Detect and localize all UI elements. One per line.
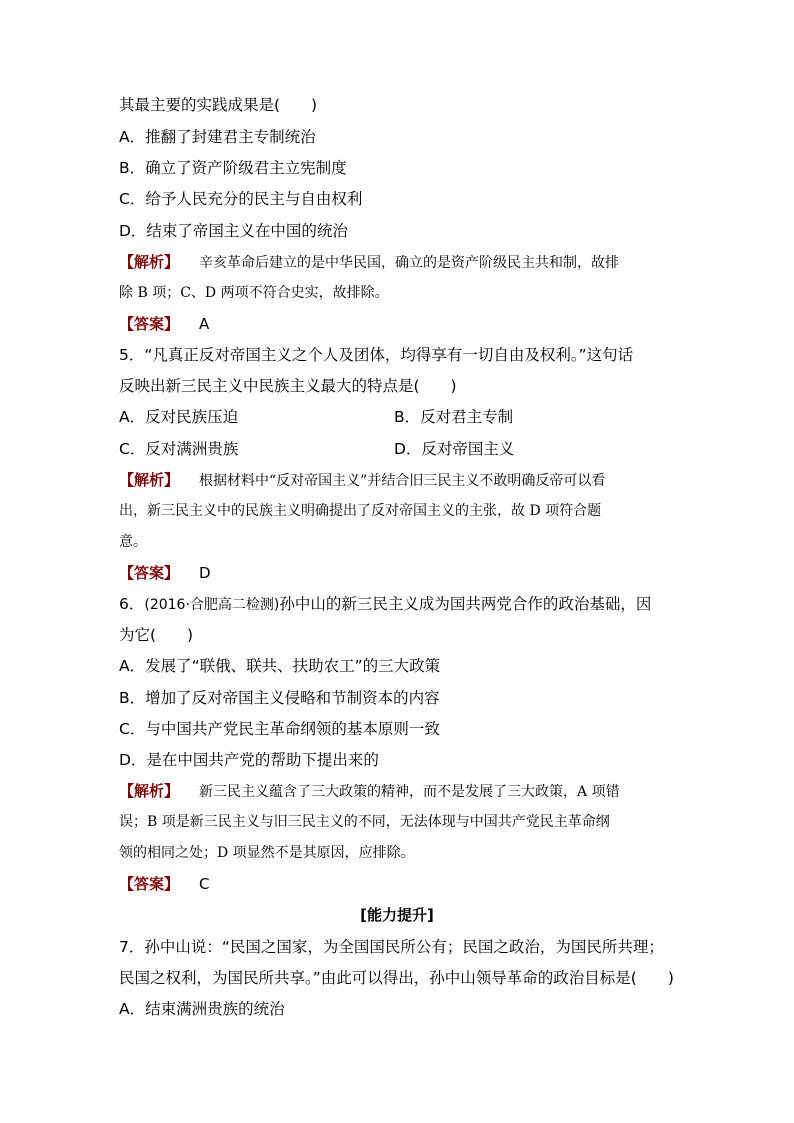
q4-stem: 其最主要的实践成果是( )	[119, 96, 318, 114]
q5-option-b: B．反对君主专制	[394, 408, 514, 426]
q4-option-a: A．推翻了封建君主专制统治	[119, 128, 316, 146]
answer-tag: 【答案】	[119, 564, 180, 582]
analysis-tag: 【解析】	[119, 253, 180, 271]
q6-option-b: B．增加了反对帝国主义侵略和节制资本的内容	[119, 689, 440, 707]
q5-answer-line	[119, 563, 211, 584]
q6-option-a: A．发展了“联俄、联共、扶助农工”的三大政策	[119, 657, 441, 675]
q4-option-d: D．结束了帝国主义在中国的统治	[119, 222, 348, 240]
q5-option-d: D．反对帝国主义	[394, 440, 515, 458]
section-title: [能力提升]	[360, 906, 434, 924]
q6-option-d: D．是在中国共产党的帮助下提出来的	[119, 751, 379, 769]
q6-analysis-line-3: 领的相同之处；D 项显然不是其原因，应排除。	[119, 845, 415, 861]
q5-analysis-line-1	[119, 470, 605, 491]
q4-analysis-line-1	[119, 252, 619, 273]
analysis-tag: 【解析】	[119, 782, 180, 800]
q6-option-c: C．与中国共产党民主革命纲领的基本原则一致	[119, 720, 440, 738]
q4-answer-line	[119, 314, 209, 335]
q5-option-a: A．反对民族压迫	[119, 408, 239, 426]
q4-analysis-text-1: 辛亥革命后建立的是中华民国，确立的是资产阶级民主共和制，故排	[199, 255, 620, 271]
q6-answer: C	[199, 875, 210, 893]
q7-option-a: A．结束满洲贵族的统治	[119, 1000, 285, 1018]
q6-answer-line	[119, 874, 210, 895]
answer-tag: 【答案】	[119, 315, 180, 333]
q4-option-b: B．确立了资产阶级君主立宪制度	[119, 159, 347, 177]
q6-stem-line-1	[119, 594, 651, 615]
q4-option-c: C．给予人民充分的民主与自由权利	[119, 190, 363, 208]
q5-stem-line-1: 5．“凡真正反对帝国主义之个人及团体，均得享有一切自由及权利。”这句话	[119, 346, 634, 364]
q5-option-c: C．反对满洲贵族	[119, 440, 239, 458]
q6-stem-text: 孙中山的新三民主义成为国共两党合作的政治基础，因	[279, 595, 652, 613]
q7-stem-line-2: 民国之权利，为国民所共享。”由此可以得出，孙中山领导革命的政治目标是( )	[119, 969, 674, 987]
q4-analysis-line-2: 除 B 项；C、D 两项不符合史实，故排除。	[119, 285, 389, 301]
answer-tag: 【答案】	[119, 875, 180, 893]
q6-source: (2016·合肥高二检测)	[144, 597, 280, 613]
q6-analysis-text-1: 新三民主义蕴含了三大政策的精神，而不是发展了三大政策，A 项错	[199, 784, 620, 800]
q4-answer: A	[199, 315, 210, 333]
q6-analysis-line-1	[119, 781, 620, 802]
q5-analysis-line-3: 意。	[119, 534, 147, 550]
analysis-tag: 【解析】	[119, 471, 180, 489]
q5-analysis-text-1: 根据材料中“反对帝国主义”并结合旧三民主义不敢明确反帝可以看	[199, 473, 606, 489]
q6-stem-line-2: 为它( )	[119, 626, 194, 644]
q7-stem-line-1: 7．孙中山说：“民国之国家，为全国国民所公有；民国之政治，为国民所共理；	[119, 938, 664, 956]
q5-stem-line-2: 反映出新三民主义中民族主义最大的特点是( )	[119, 377, 457, 395]
q5-analysis-line-2: 出，新三民主义中的民族主义明确提出了反对帝国主义的主张，故 D 项符合题	[119, 503, 602, 519]
q6-number: 6．	[119, 595, 145, 613]
q5-answer: D	[199, 564, 211, 582]
q6-analysis-line-2: 误；B 项是新三民主义与旧三民主义的不同，无法体现与中国共产党民主革命纲	[119, 814, 610, 830]
